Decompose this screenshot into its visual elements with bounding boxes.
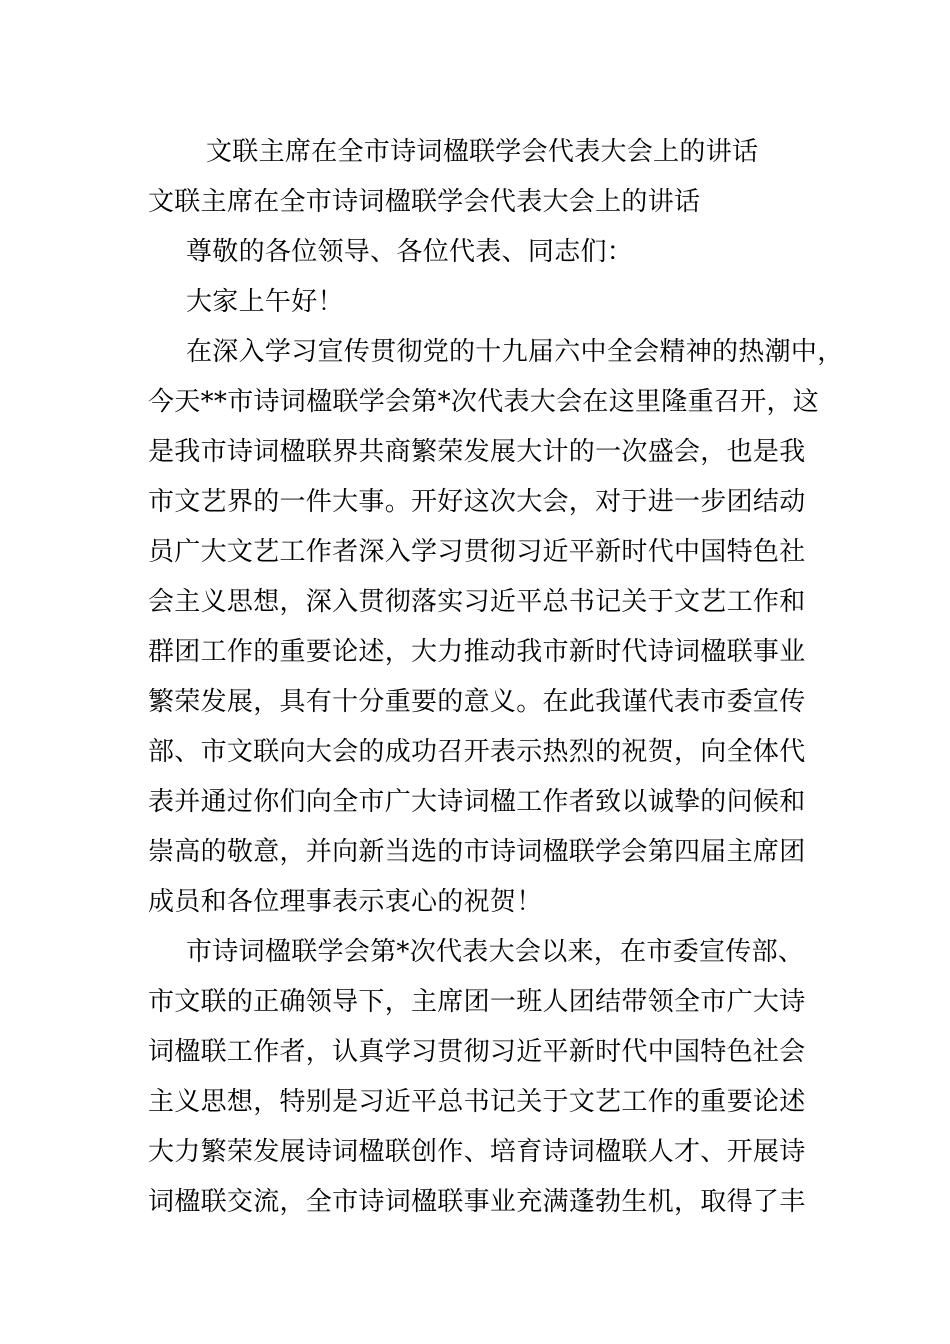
paragraph-line: 崇高的敬意，并向新当选的市诗词楹联学会第四届主席团 <box>148 837 806 867</box>
paragraph-line: 市文艺界的一件大事。开好这次大会，对于进一步团结动 <box>148 487 806 517</box>
paragraph-line: 词楹联工作者，认真学习贯彻习近平新时代中国特色社会 <box>148 1037 806 1067</box>
greeting: 大家上午好！ <box>186 287 344 317</box>
paragraph-line: 繁荣发展，具有十分重要的意义。在此我谨代表市委宣传 <box>148 687 806 717</box>
paragraph-line: 词楹联交流，全市诗词楹联事业充满蓬勃生机，取得了丰 <box>148 1187 806 1217</box>
paragraph-line: 员广大文艺工作者深入学习贯彻习近平新时代中国特色社 <box>148 537 806 567</box>
paragraph-line: 大力繁荣发展诗词楹联创作、培育诗词楹联人才、开展诗 <box>148 1137 806 1167</box>
paragraph-line: 今天**市诗词楹联学会第*次代表大会在这里隆重召开，这 <box>148 387 820 417</box>
paragraph-line: 是我市诗词楹联界共商繁荣发展大计的一次盛会，也是我 <box>148 437 806 467</box>
paragraph-line: 部、市文联向大会的成功召开表示热烈的祝贺，向全体代 <box>148 737 806 767</box>
paragraph-line: 市诗词楹联学会第*次代表大会以来，在市委宣传部、 <box>186 937 805 967</box>
paragraph-line: 成员和各位理事表示衷心的祝贺！ <box>148 887 543 917</box>
paragraph-line: 市文联的正确领导下，主席团一班人团结带领全市广大诗 <box>148 987 806 1017</box>
page-subtitle: 文联主席在全市诗词楹联学会代表大会上的讲话 <box>148 187 701 217</box>
paragraph-line: 会主义思想，深入贯彻落实习近平总书记关于文艺工作和 <box>148 587 806 617</box>
paragraph-line: 在深入学习宣传贯彻党的十九届六中全会精神的热潮中， <box>186 337 844 367</box>
salutation: 尊敬的各位领导、各位代表、同志们： <box>186 237 634 267</box>
paragraph-line: 群团工作的重要论述，大力推动我市新时代诗词楹联事业 <box>148 637 806 667</box>
paragraph-line: 表并通过你们向全市广大诗词楹工作者致以诚挚的问候和 <box>148 787 806 817</box>
paragraph-line: 主义思想，特别是习近平总书记关于文艺工作的重要论述 <box>148 1087 806 1117</box>
page-title: 文联主席在全市诗词楹联学会代表大会上的讲话 <box>206 137 759 167</box>
